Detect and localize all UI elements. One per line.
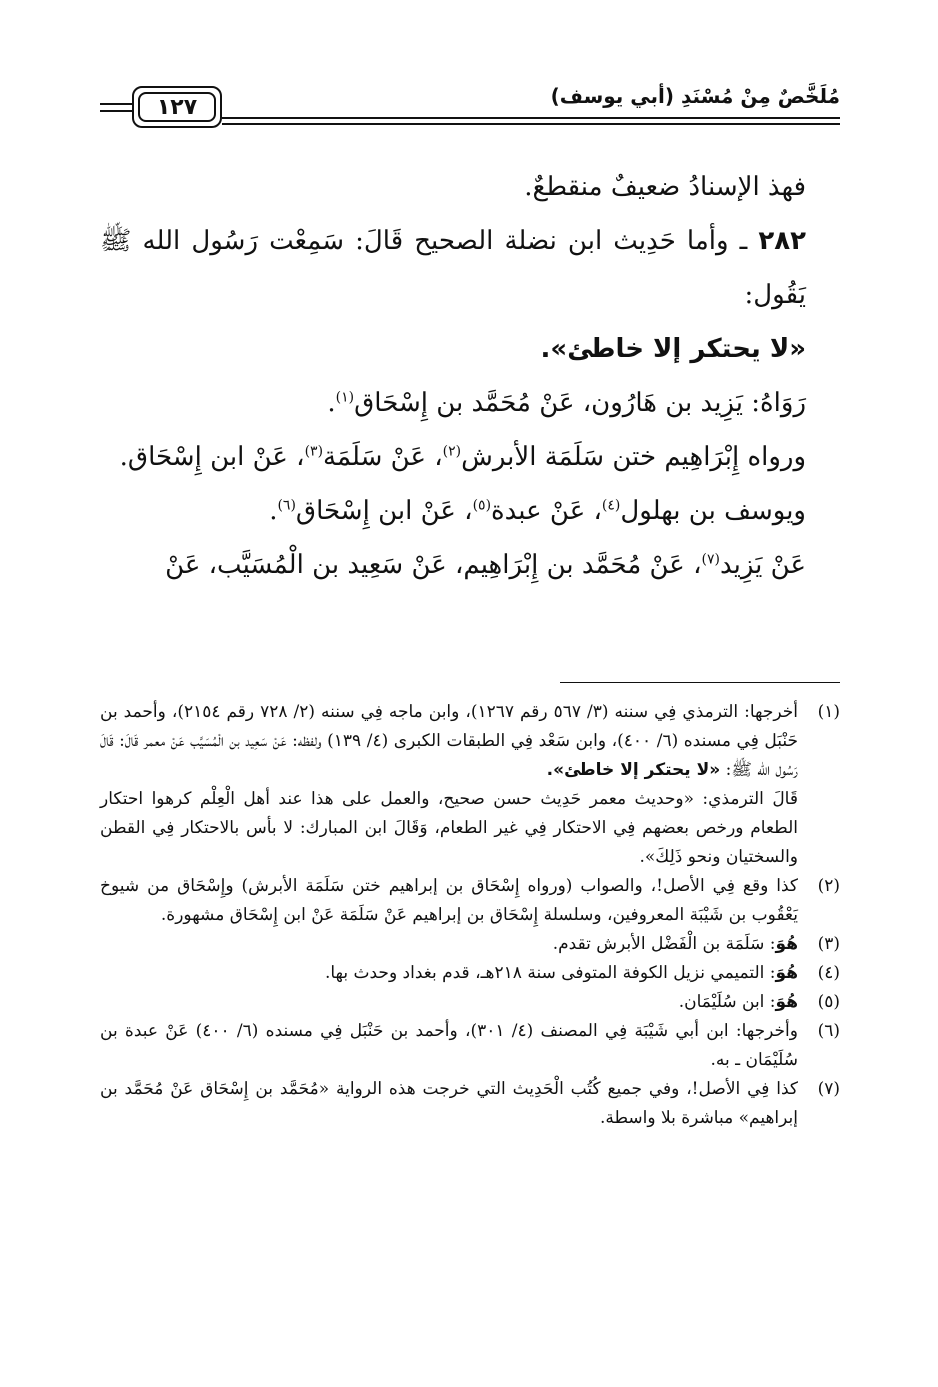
hadith-number: ٢٨٢ bbox=[758, 226, 806, 256]
narration-2 bbox=[100, 430, 840, 484]
footnote-number: (٤) bbox=[817, 963, 840, 983]
narration-1: رَوَاهُ: يَزِيد بن هَارُون، عَنْ مُحَمَّد بن إِسْحَاق$^{(١)}$. bbox=[327, 388, 806, 418]
header-rule-left-bottom bbox=[100, 110, 132, 112]
header-rule-left-top bbox=[100, 103, 132, 105]
main-text bbox=[100, 160, 840, 592]
page-header bbox=[100, 70, 840, 132]
footnote-divider bbox=[560, 682, 840, 683]
footnote-number: (١) bbox=[817, 702, 840, 722]
footnote-3 bbox=[100, 930, 840, 959]
narration-4-text-a: عَنْ يَزِيد bbox=[719, 550, 806, 580]
narration-2-text-b: ، عَنْ سَلَمَة bbox=[323, 442, 443, 472]
footnote-ref-6[interactable]: (٦) bbox=[277, 497, 296, 514]
footnote-number: (٥) bbox=[817, 992, 840, 1012]
book-title: مُلَخَّصٌ مِنْ مُسْنَدِ (أبي يوسف) bbox=[550, 84, 840, 108]
hadith-282 bbox=[100, 214, 840, 322]
footnote-text: أخرجها: الترمذي فِي سننه (٣/ ٥٦٧ رقم ١٢٦٧)، وابن ماجه فِي سننه (٢/ ٧٢٨ رقم ٢١٥٤)، وأحمد بن حَنْبَل فِي مسنده (٦/ ٤٠٠)، وابن سَعْد فِي الطبقات الكبرى (٤/ ١٣٩) ولفظه: عَنْ سَعِيد بن الْمُسَيَّب عَنْ معمر قَالَ: قَالَ رَسُول الله ﷺ: bbox=[100, 702, 799, 780]
header-rule-right-top bbox=[222, 117, 840, 119]
narration-3-text-d: . bbox=[269, 496, 278, 526]
footnote-2 bbox=[100, 872, 840, 930]
narration-2-text-c: ، عَنْ ابن إِسْحَاق. bbox=[119, 442, 305, 472]
footnote-number: (٧) bbox=[817, 1079, 840, 1099]
narration-3-text-c: ، عَنْ ابن إِسْحَاق bbox=[295, 496, 473, 526]
footnote-number: (٣) bbox=[817, 934, 840, 954]
narration-1-text: رَوَاهُ: يَزِيد بن هَارُون، عَنْ مُحَمَّد بن إِسْحَاق bbox=[354, 388, 806, 418]
narration-4 bbox=[100, 538, 840, 592]
footnote-ref-2[interactable]: (٢) bbox=[442, 443, 462, 460]
narration-3-text-b: ، عَنْ عبدة bbox=[491, 496, 602, 526]
footnote-text: وأخرجها: ابن أبي شَيْبَة فِي المصنف (٤/ ٣٠١)، وأحمد بن حَنْبَل فِي مسنده (٦/ ٤٠٠) عَنْ عبدة بن سُلَيْمَان ـ به. bbox=[100, 1021, 798, 1070]
footnote-number: (٢) bbox=[817, 876, 840, 896]
page-number-frame bbox=[132, 86, 222, 128]
narration-2-text-a: ورواه إِبْرَاهِيم ختن سَلَمَة الأبرش bbox=[461, 442, 806, 472]
footnote-label: هُوَ bbox=[775, 934, 798, 954]
narration-3-text-a: ويوسف بن بهلول bbox=[620, 496, 806, 526]
paragraph-1: فهذ الإسنادُ ضعيفٌ منقطعٌ. bbox=[524, 172, 806, 202]
footnote-text: كذا وقع فِي الأصل!، والصواب (ورواه إِسْحَاق بن إبراهيم ختن سَلَمَة الأبرش) وإِسْحَاق من شيوخ يَعْقُوب بن شَيْبَة المعروفين، وسلسلة إِسْحَاق بن إبراهيم عَنْ سَلَمَة عَنْ ابن إِسْحَاق مشهورة. bbox=[100, 876, 798, 925]
page-number: ١٢٧ bbox=[156, 94, 198, 120]
footnote-text: : سَلَمَة بن الْفَضْل الأبرش تقدم. bbox=[552, 934, 776, 954]
footnote-ref-7[interactable]: (٧) bbox=[701, 551, 720, 568]
footnote-6 bbox=[100, 1017, 840, 1075]
footnote-continuation: قَالَ الترمذي: «وحديث معمر حَدِيث حسن صحيح، والعمل على هذا عند أهل الْعِلْم كرهوا احتكار الطعام ورخص بعضهم فِي الاحتكار فِي غير الطعام، وَقَالَ ابن المبارك: لا بأس بالاحتكار فِي القطن والسختيان ونحو ذَلِكَ». bbox=[100, 789, 798, 867]
footnote-ref-3[interactable]: (٣) bbox=[304, 443, 324, 460]
footnote-5 bbox=[100, 988, 840, 1017]
hadith-intro: ـ وأما حَدِيث ابن نضلة الصحيح قَالَ: سَمِعْت رَسُول الله ﷺ يَقُول: bbox=[100, 226, 806, 310]
header-rule-right-bottom bbox=[222, 123, 840, 125]
footnote-4 bbox=[100, 959, 840, 988]
footnote-7 bbox=[100, 1075, 840, 1133]
hadith-matn: «لا يحتكر إلا خاطئ». bbox=[540, 334, 806, 364]
footnotes bbox=[100, 698, 840, 1133]
footnote-ref-1[interactable]: (١) bbox=[335, 389, 355, 406]
footnote-bold-quote: «لا يحتكر إلا خاطئ». bbox=[546, 760, 721, 780]
footnote-label: هُوَ bbox=[775, 963, 798, 983]
footnote-text: كذا فِي الأصل!، وفي جميع كُتُب الْحَدِيث التي خرجت هذه الرواية «مُحَمَّد بن إِسْحَاق عَنْ مُحَمَّد بن إبراهيم» مباشرة بلا واسطة. bbox=[100, 1079, 798, 1128]
footnote-1 bbox=[100, 698, 840, 872]
footnote-ref-5[interactable]: (٥) bbox=[472, 497, 492, 514]
footnote-number: (٦) bbox=[817, 1021, 840, 1041]
footnote-text: : التميمي نزيل الكوفة المتوفى سنة ٢١٨هـ، قدم بغداد وحدث بها. bbox=[324, 963, 776, 983]
narration-4-text-b: ، عَنْ مُحَمَّد بن إِبْرَاهِيم، عَنْ سَعِيد بن الْمُسَيَّب، عَنْ bbox=[165, 550, 702, 580]
footnote-label: هُوَ bbox=[775, 992, 798, 1012]
narration-3 bbox=[100, 484, 840, 538]
footnote-ref-4[interactable]: (٤) bbox=[601, 497, 621, 514]
footnote-text: : ابن سُلَيْمَان. bbox=[678, 992, 776, 1012]
